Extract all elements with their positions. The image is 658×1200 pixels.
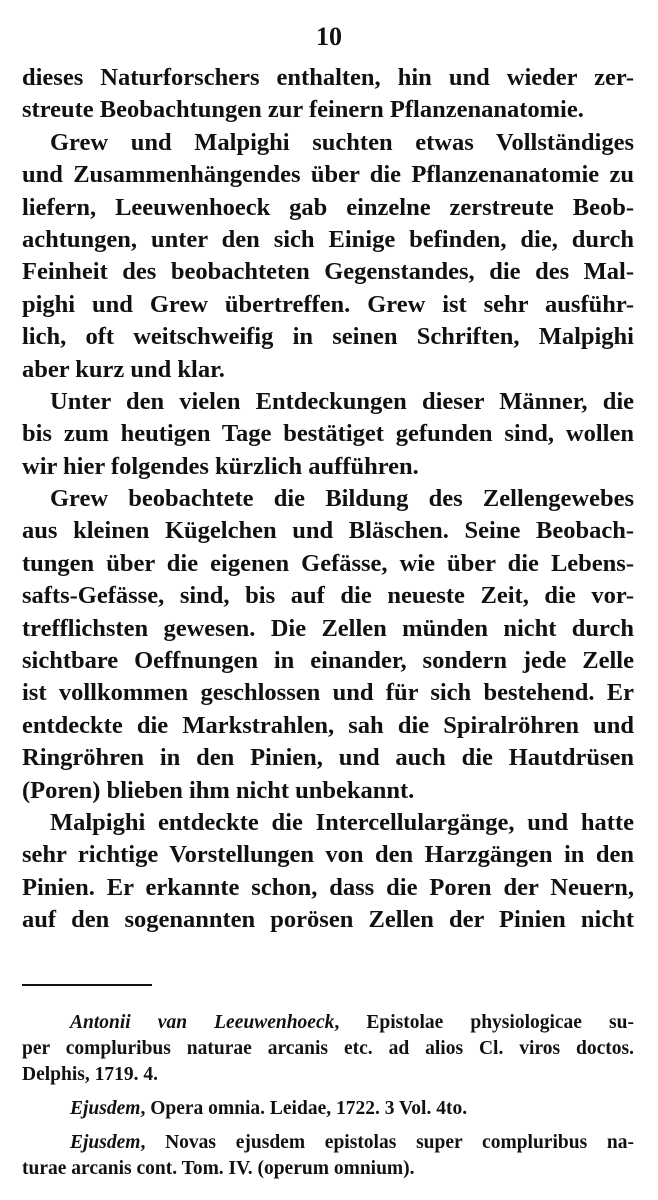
text-line: Pinien. Er erkannte schon, dass die Poren der Neuern,: [22, 873, 634, 901]
text-line: wir hier folgendes kürzlich aufführen.: [22, 452, 419, 480]
footnote-text: , Epistolae physiologicae su-: [334, 1012, 634, 1033]
footnote: [22, 1096, 634, 1122]
footnote-line: turae arcanis cont. Tom. IV. (operum omnium).: [22, 1158, 415, 1179]
footnote-line: per compluribus naturae arcanis etc. ad alios Cl. viros doctos.: [22, 1038, 634, 1059]
text-line: und Zusammenhängendes über die Pflanzenanatomie zu: [22, 161, 634, 189]
footnote-line: [22, 1130, 634, 1156]
paragraph: [22, 62, 634, 127]
text-line: entdeckte die Markstrahlen, sah die Spiralröhren und: [22, 711, 634, 739]
paragraph: [22, 483, 634, 807]
footnote-separator: [22, 984, 152, 986]
text-line: (Poren) blieben ihm nicht unbekannt.: [22, 776, 415, 804]
footnote-author: Ejusdem: [70, 1098, 141, 1119]
text-line: dieses Naturforschers enthalten, hin und wieder zer-: [22, 64, 634, 91]
text-line: Feinheit des beobachteten Gegenstandes, die des Mal-: [22, 258, 634, 286]
text-line: aus kleinen Kügelchen und Bläschen. Seine Beobach-: [22, 517, 634, 545]
footnote-text: , Novas ejusdem epistolas super compluribus na-: [140, 1132, 634, 1153]
footnote-line: [22, 1010, 634, 1036]
text-line: ist vollkommen geschlossen und für sich bestehend. Er: [22, 679, 634, 707]
text-line: Malpighi entdeckte die Intercellulargänge, und hatte: [50, 808, 634, 836]
text-line: achtungen, unter den sich Einige befinden, die, durch: [22, 225, 634, 253]
body-text: [22, 62, 634, 937]
text-line: auf den sogenannten porösen Zellen der Pinien nicht: [22, 906, 634, 934]
footnote-text: , Opera omnia. Leidae, 1722. 3 Vol. 4to.: [140, 1098, 468, 1119]
paragraph: [22, 386, 634, 483]
paragraph: [22, 807, 634, 937]
footnote-author: Antonii van Leeuwenhoeck: [70, 1012, 335, 1033]
footnote-line: [22, 1096, 634, 1122]
text-line: streute Beobachtungen zur feinern Pflanzenanatomie.: [22, 96, 584, 124]
text-line: sehr richtige Vorstellungen von den Harzgängen in den: [22, 841, 634, 869]
text-line: Unter den vielen Entdeckungen dieser Männer, die: [50, 387, 634, 415]
text-line: liefern, Leeuwenhoeck gab einzelne zerstreute Beob-: [22, 193, 634, 221]
footnote-line: Delphis, 1719. 4.: [22, 1064, 158, 1085]
text-line: tungen über die eigenen Gefässe, wie über die Lebens-: [22, 549, 634, 577]
text-line: Grew beobachtete die Bildung des Zellengewebes: [50, 485, 634, 513]
footnote-author: Ejusdem: [70, 1132, 141, 1153]
text-line: sichtbare Oeffnungen in einander, sondern jede Zelle: [22, 647, 634, 675]
footnotes: [22, 1010, 634, 1182]
paragraph: [22, 127, 634, 386]
text-line: Ringröhren in den Pinien, und auch die Hautdrüsen: [22, 744, 634, 772]
text-line: lich, oft weitschweifig in seinen Schriften, Malpighi: [22, 323, 634, 351]
text-line: trefflichsten gewesen. Die Zellen münden nicht durch: [22, 614, 634, 642]
text-line: Grew und Malpighi suchten etwas Vollständiges: [50, 128, 634, 156]
text-line: bis zum heutigen Tage bestätiget gefunden sind, wollen: [22, 420, 634, 448]
text-line: pighi und Grew übertreffen. Grew ist sehr ausführ-: [22, 290, 634, 318]
page-number: 10: [316, 22, 342, 51]
text-line: safts-Gefässe, sind, bis auf die neueste Zeit, die vor-: [22, 582, 634, 610]
footnote: [22, 1130, 634, 1182]
text-line: aber kurz und klar.: [22, 355, 225, 383]
footnote: [22, 1010, 634, 1088]
